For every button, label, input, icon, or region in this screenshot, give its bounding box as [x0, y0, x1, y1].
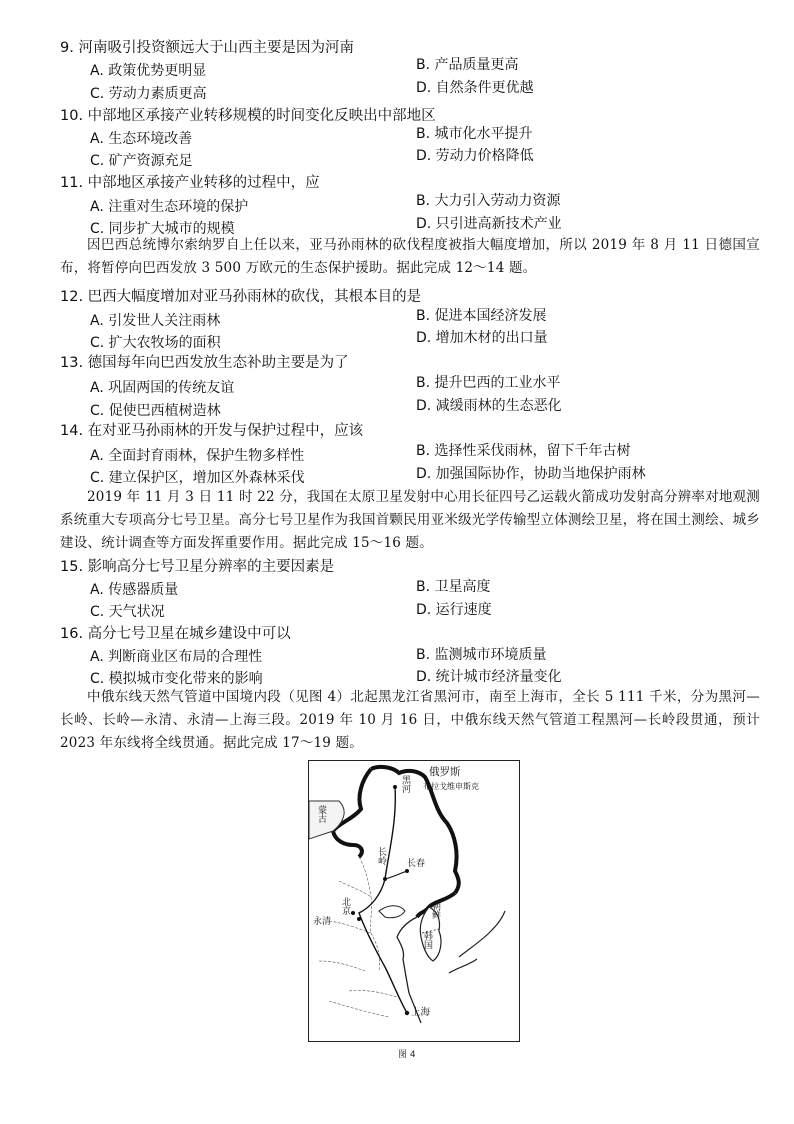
question-9-option-a: A. 政策优势更明显 [90, 63, 207, 79]
question-12-option-a: A. 引发世人关注雨林 [90, 313, 221, 329]
bohai-coast [379, 906, 405, 918]
question-11-option-a: A. 注重对生态环境的保护 [90, 199, 249, 215]
shanghai-dot [405, 1011, 409, 1015]
question-14-option-a: A. 全面封育雨林，保护生物多样性 [90, 448, 305, 464]
question-12-option-c: C. 扩大农牧场的面积 [90, 335, 221, 351]
question-16-option-c: C. 模拟城市变化带来的影响 [90, 671, 263, 687]
question-15-option-b: B. 卫星高度 [416, 579, 491, 595]
question-15-stem: 15. 影响高分七号卫星分辨率的主要因素是 [60, 559, 335, 575]
question-16-option-d: D. 统计城市经济量变化 [416, 669, 562, 685]
question-14-option-d: D. 加强国际协作，协助当地保护雨林 [416, 466, 646, 482]
question-16-option-b: B. 监测城市环境质量 [416, 647, 547, 663]
question-13-option-c: C. 促使巴西植树造林 [90, 403, 221, 419]
passage-pipeline: 中俄东线天然气管道中国境内段（见图 4）北起黑龙江省黑河市，南至上海市，全长 5 111 千米，分为黑河—长岭、长岭—永清、永清—上海三段。2019 年 10 月 16 日，中俄东线天然气管道工程黑河—长岭段贯通，预计 2023 年东线将全线贯通。据此完成 17～19 题。 [60, 689, 760, 751]
changling-dot [383, 877, 387, 881]
yongqing-dot [357, 917, 361, 921]
figure-caption: 图 4 [398, 1050, 416, 1060]
question-10-option-d: D. 劳动力价格降低 [416, 148, 534, 164]
passage-amazon: 因巴西总统博尔索纳罗自上任以来，亚马孙雨林的砍伐程度被指大幅度增加，所以 2019 年 8 月 11 日德国宣布，将暂停向巴西发放 3 500 万欧元的生态保护援助。据此完成 12～14 题。 [60, 237, 760, 276]
question-14-stem: 14. 在对亚马孙雨林的开发与保护过程中，应该 [60, 423, 364, 439]
question-10-option-a: A. 生态环境改善 [90, 131, 193, 147]
question-13-option-a: A. 巩固两国的传统友谊 [90, 380, 235, 396]
label-changling: 长岭 [376, 847, 386, 865]
heihe-dot [393, 785, 397, 789]
question-11-stem: 11. 中部地区承接产业转移的过程中，应 [60, 175, 320, 191]
question-13-stem: 13. 德国每年向巴西发放生态补助主要是为了 [60, 355, 349, 371]
question-9-stem: 9. 河南吸引投资额远大于山西主要是因为河南 [60, 40, 354, 56]
pipeline-route [359, 787, 407, 1013]
label-dprk: 朝鲜 [430, 901, 440, 919]
question-15-option-c: C. 天气状况 [90, 604, 165, 620]
question-15-option-a: A. 传感器质量 [90, 582, 179, 598]
pipeline-branch [385, 871, 407, 879]
question-14-option-c: C. 建立保护区，增加区外森林采伐 [90, 470, 305, 486]
pipeline-map [308, 760, 520, 1042]
label-shanghai: 上海 [411, 1007, 431, 1018]
question-11-option-c: C. 同步扩大城市的规模 [90, 221, 235, 237]
question-12-option-b: B. 促进本国经济发展 [416, 308, 547, 324]
question-11-option-b: B. 大力引入劳动力资源 [416, 193, 561, 209]
label-blagoveshchensk: 布拉戈维申斯克 [423, 782, 479, 791]
question-16-stem: 16. 高分七号卫星在城乡建设中可以 [60, 626, 291, 642]
question-9-option-b: B. 产品质量更高 [416, 57, 519, 73]
question-16-option-a: A. 判断商业区布局的合理性 [90, 649, 263, 665]
label-russia: 俄罗斯 [429, 766, 461, 778]
question-13-option-b: B. 提升巴西的工业水平 [416, 375, 561, 391]
question-12-stem: 12. 巴西大幅度增加对亚马孙雨林的砍伐，其根本目的是 [60, 289, 422, 305]
question-12-option-d: D. 增加木材的出口量 [416, 330, 548, 346]
japan-coast [459, 911, 505, 957]
question-9-option-c: C. 劳动力素质更高 [90, 86, 207, 102]
question-10-option-b: B. 城市化水平提升 [416, 126, 533, 142]
label-beijing: 北京 [340, 897, 350, 915]
province-lines [319, 857, 397, 1017]
japan-coast-2 [449, 959, 477, 973]
label-changchun: 长春 [407, 859, 426, 869]
passage-gaofen7: 2019 年 11 月 3 日 11 时 22 分，我国在太原卫星发射中心用长征四号乙运载火箭成功发射高分辨率对地观测系统重大专项高分七号卫星。高分七号卫星作为我国首颗民用亚米级光学传输型立体测绘卫星，将在国土测绘、城乡建设、统计调查等方面发挥重要作用。据此完成 15～16 题。 [60, 489, 760, 551]
question-15-option-d: D. 运行速度 [416, 602, 492, 618]
label-rok: 韩国 [422, 931, 432, 949]
question-11-option-d: D. 只引进高新技术产业 [416, 216, 562, 232]
question-10-stem: 10. 中部地区承接产业转移规模的时间变化反映出中部地区 [60, 108, 436, 124]
question-13-option-d: D. 减缓雨林的生态恶化 [416, 398, 562, 414]
label-mongolia: 蒙古 [316, 805, 326, 823]
question-14-option-b: B. 选择性采伐雨林，留下千年古树 [416, 443, 631, 459]
question-9-option-d: D. 自然条件更优越 [416, 80, 534, 96]
label-heihe: 黑河 [400, 775, 410, 793]
label-yongqing: 永清 [313, 917, 332, 927]
beijing-dot [351, 911, 355, 915]
question-10-option-c: C. 矿产资源充足 [90, 153, 193, 169]
